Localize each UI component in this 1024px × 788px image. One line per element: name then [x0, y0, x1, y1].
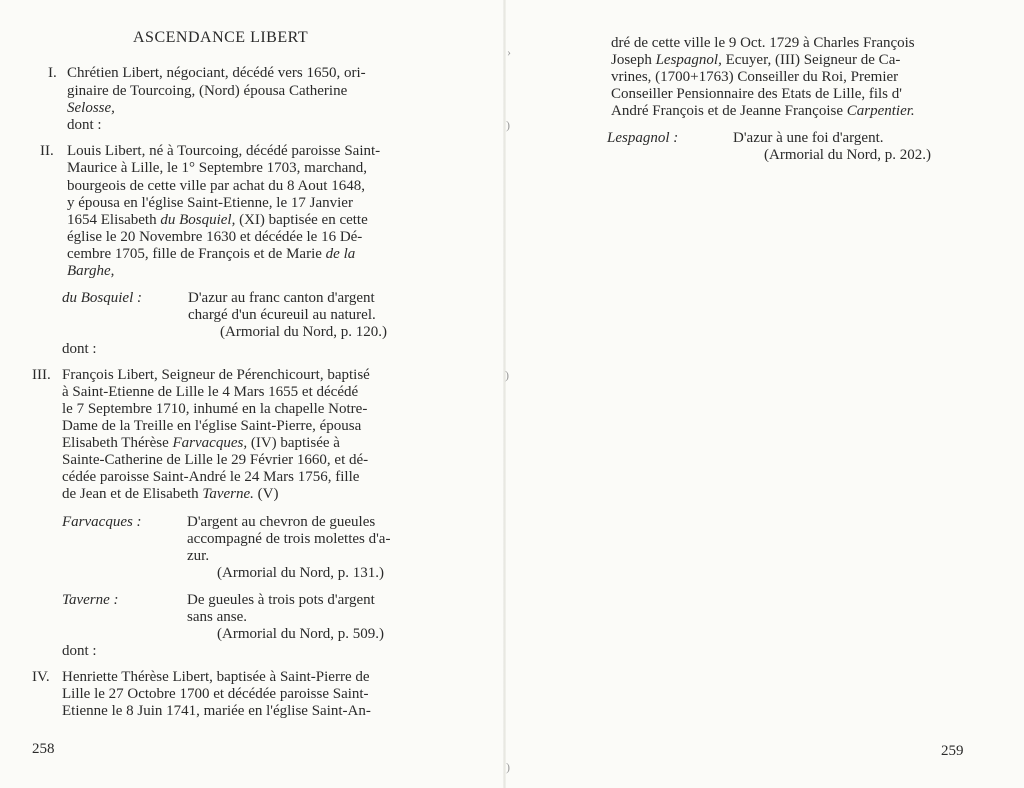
text-line: André François et de Jeanne Françoise Carpentier. — [611, 103, 915, 119]
page-number: 259 — [941, 743, 964, 759]
right-page — [505, 0, 1024, 788]
text-line: François Libert, Seigneur de Pérenchicourt, baptisé — [62, 367, 370, 383]
arms-reference: (Armorial du Nord, p. 120.) — [220, 324, 388, 340]
arms-text: zur. — [187, 548, 210, 564]
entry-numeral: II. — [40, 143, 54, 159]
arms-reference: (Armorial du Nord, p. 131.) — [217, 565, 385, 581]
arms-text: accompagné de trois molettes d'a- — [187, 531, 391, 547]
text-line: vrines, (1700+1763) Conseiller du Roi, Premier — [611, 69, 899, 85]
page-number: 258 — [32, 741, 55, 757]
text-line: dré de cette ville le 9 Oct. 1729 à Charles François — [611, 35, 915, 51]
arms-text: sans anse. — [187, 609, 247, 625]
arms-text: D'argent au chevron de gueules — [187, 514, 376, 530]
dont-label: dont : — [62, 341, 97, 357]
entry-numeral: IV. — [32, 669, 50, 685]
arms-name: Lespagnol : — [607, 130, 679, 146]
text-line: Chrétien Libert, négociant, décédé vers 1650, ori- — [67, 65, 366, 81]
text-line: Joseph Lespagnol, Ecuyer, (III) Seigneur de Ca- — [611, 52, 901, 68]
text-line: Barghe, — [67, 263, 115, 279]
text-line: Louis Libert, né à Tourcoing, décédé paroisse Saint- — [67, 143, 381, 159]
arms-name: du Bosquiel : — [62, 290, 142, 306]
dont-label: dont : — [62, 643, 97, 659]
text-line: Selosse, — [67, 100, 115, 116]
text-line: cédée paroisse Saint-André le 24 Mars 1756, fille — [62, 469, 360, 485]
gutter-mark: ) — [505, 368, 509, 382]
text-line: Sainte-Catherine de Lille le 29 Février 1660, et dé- — [62, 452, 369, 468]
text-line: Conseiller Pensionnaire des Etats de Lille, fils d' — [611, 86, 902, 102]
arms-name: Farvacques : — [62, 514, 142, 530]
gutter-mark: ) — [506, 760, 510, 774]
arms-reference: (Armorial du Nord, p. 509.) — [217, 626, 385, 642]
text-line: Lille le 27 Octobre 1700 et décédée paroisse Saint- — [62, 686, 369, 702]
text-line: ginaire de Tourcoing, (Nord) épousa Catherine — [67, 83, 348, 99]
arms-reference: (Armorial du Nord, p. 202.) — [764, 147, 932, 163]
text-line: y épousa en l'église Saint-Etienne, le 17 Janvier — [67, 195, 353, 211]
text-line: cembre 1705, fille de François et de Marie de la — [67, 246, 356, 262]
arms-text: De gueules à trois pots d'argent — [187, 592, 375, 608]
text-line: le 7 Septembre 1710, inhumé en la chapelle Notre- — [62, 401, 368, 417]
text-line: Elisabeth Thérèse Farvacques, (IV) baptisée à — [62, 435, 340, 451]
entry-numeral: I. — [48, 65, 57, 81]
text-line: 1654 Elisabeth du Bosquiel, (XI) baptisée en cette — [67, 212, 368, 228]
text-line: bourgeois de cette ville par achat du 8 Aout 1648, — [67, 178, 365, 194]
gutter-mark: ) — [506, 118, 510, 132]
text-line: Maurice à Lille, le 1° Septembre 1703, marchand, — [67, 160, 368, 176]
left-page — [0, 0, 505, 788]
arms-text: D'azur à une foi d'argent. — [733, 130, 884, 146]
gutter-mark: › — [507, 45, 511, 59]
entry-numeral: III. — [32, 367, 51, 383]
arms-text: D'azur au franc canton d'argent — [188, 290, 375, 306]
text-line: Dame de la Treille en l'église Saint-Pierre, épousa — [62, 418, 362, 434]
text-line: église le 20 Novembre 1630 et décédée le 16 Dé- — [67, 229, 363, 245]
text-line: à Saint-Etienne de Lille le 4 Mars 1655 et décédé — [62, 384, 359, 400]
page-title: ASCENDANCE LIBERT — [133, 29, 309, 46]
text-line: Henriette Thérèse Libert, baptisée à Saint-Pierre de — [62, 669, 370, 685]
text-line: Etienne le 8 Juin 1741, mariée en l'église Saint-An- — [62, 703, 371, 719]
text-line: de Jean et de Elisabeth Taverne. (V) — [62, 486, 279, 502]
arms-text: chargé d'un écureuil au naturel. — [188, 307, 376, 323]
arms-name: Taverne : — [62, 592, 119, 608]
dont-label: dont : — [67, 117, 102, 133]
